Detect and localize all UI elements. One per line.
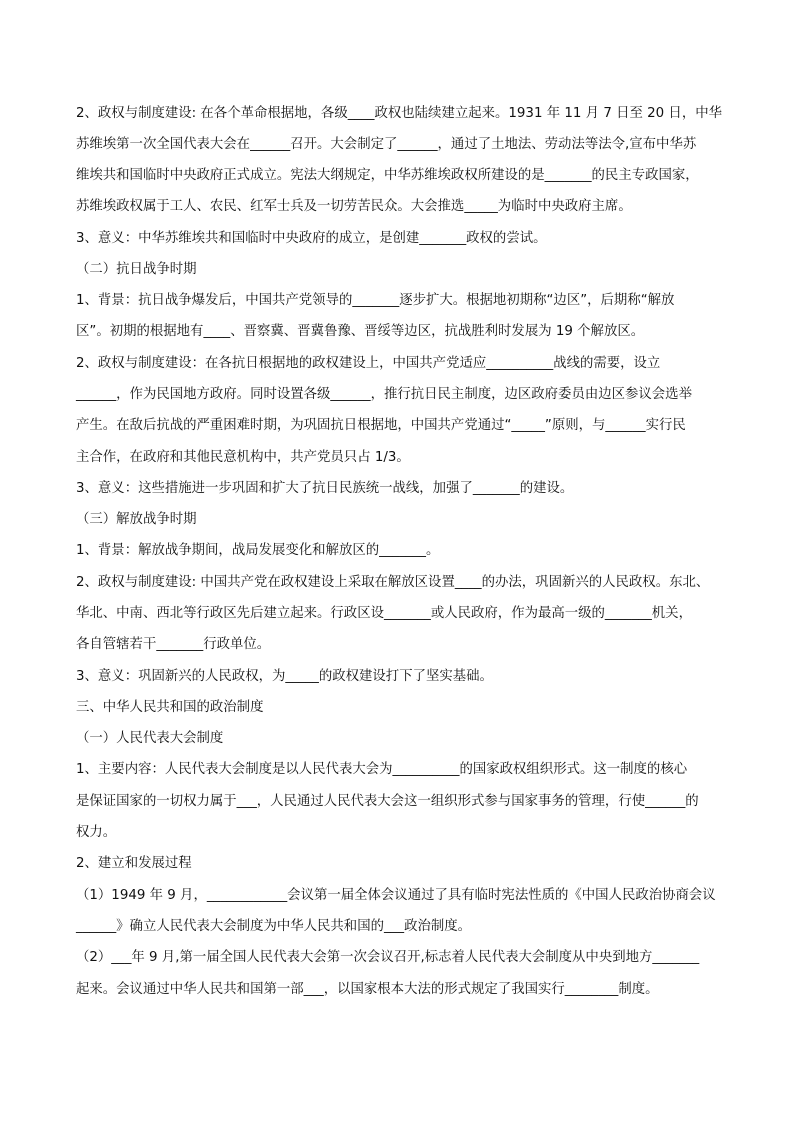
text-line: 1、背景：解放战争期间，战局发展变化和解放区的_______。 [76, 543, 440, 558]
text-line: 是保证国家的一切权力属于___，人民通过人民代表大会这一组织形式参与国家事务的管理，行使______的 [76, 794, 699, 809]
text-line: 2、政权与制度建设: 在各个革命根据地，各级____政权也陆续建立起来。1931 年 11 月 7 日至 20 日，中华 [76, 106, 722, 121]
text-line: 权力。 [76, 825, 117, 840]
text-line: （2）___年 9 月,第一届全国人民代表大会第一次会议召开,标志着人民代表大会制度从中央到地方_______ [76, 950, 700, 965]
text-line: 1、背景：抗日战争爆发后，中国共产党领导的_______逐步扩大。根据地初期称“边区”，后期称“解放 [76, 293, 675, 308]
text-line: 3、意义：巩固新兴的人民政权，为_____的政权建设打下了坚实基础。 [76, 669, 493, 684]
section-heading: （三）解放战争时期 [76, 512, 197, 527]
text-line: 各自管辖若干_______行政单位。 [76, 637, 271, 652]
text-line: 产生。在敌后抗战的严重困难时期，为巩固抗日根据地，中国共产党通过“_____”原则，与______实行民 [76, 418, 686, 433]
text-line: 3、意义：这些措施进一步巩固和扩大了抗日民族统一战线，加强了_______的建设。 [76, 481, 574, 496]
text-line: 2、政权与制度建设：在各抗日根据地的政权建设上，中国共产党适应__________战线的需要，设立 [76, 356, 661, 371]
text-line: 苏维埃第一次全国代表大会在______召开。大会制定了______，通过了土地法、劳动法等法令,宣布中华苏 [76, 137, 697, 152]
text-line: （1）1949 年 9 月，____________会议第一届全体会议通过了具有临时宪法性质的《中国人民政治协商会议 [76, 888, 716, 903]
text-line: 主合作，在政府和其他民意机构中，共产党员只占 1/3。 [76, 450, 410, 465]
section-heading: （一）人民代表大会制度 [76, 731, 224, 746]
text-line: 区”。初期的根据地有____、晋察冀、晋冀鲁豫、晋绥等边区，抗战胜利时发展为 19 个解放区。 [76, 324, 645, 339]
text-line: ______，作为民国地方政府。同时设置各级______，推行抗日民主制度，边区政府委员由边区参议会选举 [76, 387, 692, 402]
text-line: ______》确立人民代表大会制度为中华人民共和国的___政治制度。 [76, 919, 472, 934]
text-line: 2、建立和发展过程 [76, 856, 192, 871]
text-line: 2、政权与制度建设: 中国共产党在政权建设上采取在解放区设置____的办法，巩固新兴的人民政权。东北、 [76, 575, 710, 590]
text-line: 苏维埃政权属于工人、农民、红军士兵及一切劳苦民众。大会推选_____为临时中央政府主席。 [76, 199, 632, 214]
text-line: 起来。会议通过中华人民共和国第一部___，以国家根本大法的形式规定了我国实行________制度。 [76, 982, 659, 997]
text-line: 1、主要内容：人民代表大会制度是以人民代表大会为__________的国家政权组织形式。这一制度的核心 [76, 762, 688, 777]
text-line: 维埃共和国临时中央政府正式成立。宪法大纲规定，中华苏维埃政权所建设的是_______的民主专政国家， [76, 168, 699, 183]
text-line: 华北、中南、西北等行政区先后建立起来。行政区设_______或人民政府，作为最高一级的_______机关， [76, 606, 692, 621]
chapter-heading: 三、中华人民共和国的政治制度 [76, 700, 264, 715]
text-line: 3、意义：中华苏维埃共和国临时中央政府的成立，是创建_______政权的尝试。 [76, 231, 547, 246]
section-heading: （二）抗日战争时期 [76, 262, 197, 277]
